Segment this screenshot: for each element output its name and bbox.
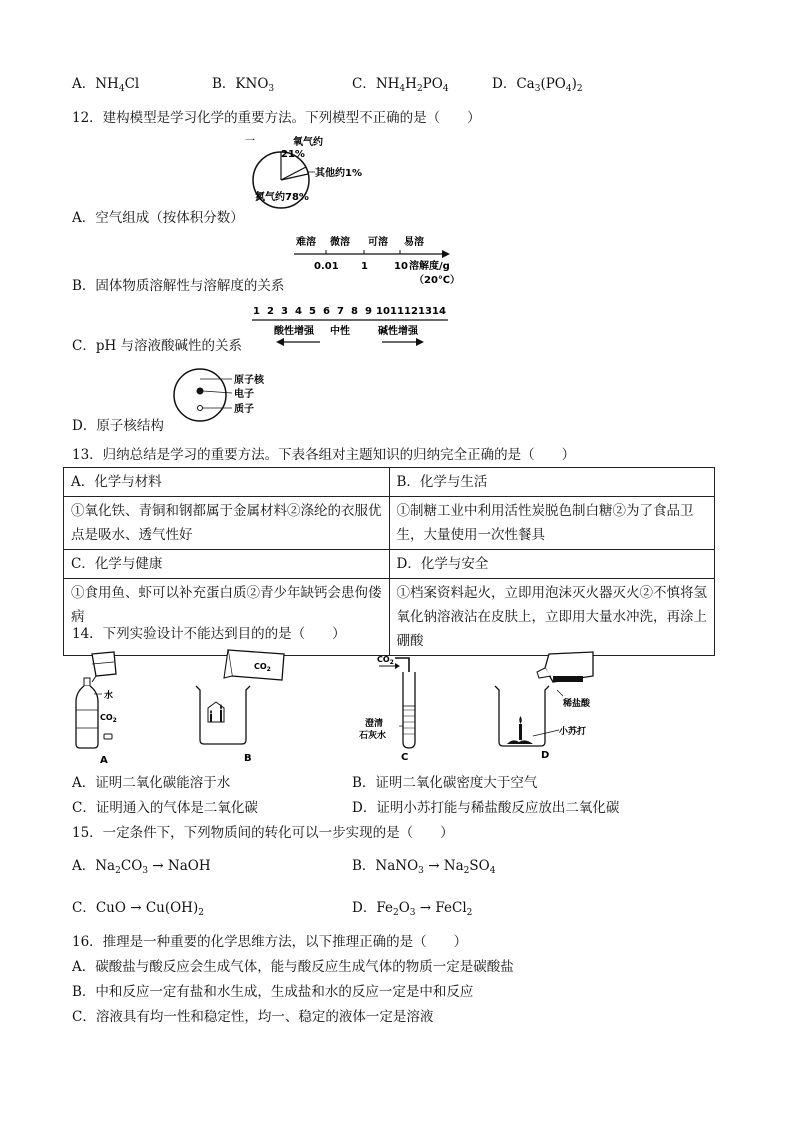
ph-number: 12	[404, 306, 418, 317]
q12-stem: 12．建构模型是学习化学的重要方法。下列模型不正确的是（ ）	[72, 110, 481, 126]
acid-bottle-label	[553, 676, 583, 682]
solubility-label-2: 可溶	[368, 237, 388, 248]
candle-low	[210, 714, 212, 722]
figure-b-label: B	[244, 753, 252, 764]
limewater-label-1: 澄清	[365, 719, 384, 729]
q12-option-b: B．固体物质溶解性与溶解度的关系	[72, 278, 285, 294]
solubility-tick-label: 1	[361, 261, 368, 272]
limewater-label-2: 石灰水	[359, 731, 387, 741]
subscript: 2	[416, 84, 423, 94]
subscript: 4	[399, 84, 406, 94]
subscript: 2	[463, 866, 470, 876]
ph-number: 1	[253, 306, 260, 317]
q11-option-c	[352, 72, 449, 94]
formula-text: B．NaNO	[352, 858, 419, 874]
ph-number: 3	[281, 306, 288, 317]
formula-text: C．NH	[352, 76, 400, 92]
figure-a-label: A	[100, 755, 108, 766]
co2-label: $CO_2$	[377, 655, 394, 666]
ph-number: 10	[376, 306, 390, 317]
formula-text: (PO	[540, 76, 566, 92]
q14-stem: 14．下列实验设计不能达到目的的是（ ）	[72, 626, 346, 642]
solubility-label-1: 微溶	[330, 237, 350, 248]
table-row	[64, 468, 715, 497]
gas-arrowhead	[395, 663, 400, 669]
candle	[519, 724, 522, 740]
table-cell: ①档案资料起火，立即用泡沫灭火器灭火②不慎将氢氧化钠溶液沾在皮肤上，立即用大量水冲洗，再涂上硼酸	[389, 579, 715, 656]
experiment-a-figure	[70, 648, 140, 766]
ph-base-arrowhead	[416, 338, 424, 346]
plastic-bottle	[76, 686, 98, 748]
figure-d-label: D	[541, 750, 550, 761]
table-cell: A．化学与材料	[64, 468, 390, 497]
q16-option-a: A．碳酸盐与酸反应会生成气体，能与酸反应生成气体的物质一定是碳酸盐	[72, 959, 514, 975]
ph-number: 7	[337, 306, 344, 317]
solubility-label-0: 难溶	[296, 237, 316, 248]
formula-text: A．Na	[72, 858, 116, 874]
table-cell: D．化学与安全	[389, 550, 715, 579]
ph-number: 4	[295, 306, 302, 317]
solubility-arrowhead	[442, 250, 450, 258]
table-cell: C．化学与健康	[64, 550, 390, 579]
q11-option-b	[212, 72, 274, 94]
ph-number: 5	[309, 306, 316, 317]
formula-text: B．KNO	[212, 76, 269, 92]
bottle-neck	[84, 678, 90, 686]
table-cell: B．化学与生活	[389, 468, 715, 497]
experiment-b-figure	[188, 644, 293, 766]
pie-nitrogen-label: 氮气约78%	[255, 192, 309, 203]
experiment-d-figure	[493, 646, 613, 766]
atom-structure-diagram	[168, 365, 283, 425]
pie-tick-text: 一	[245, 136, 255, 147]
q15-option-c	[72, 896, 204, 918]
formula-text: SO	[469, 858, 490, 874]
soda-label: 小苏打	[559, 727, 587, 737]
nucleus-dot	[197, 388, 204, 395]
electron-dot	[198, 406, 203, 411]
ph-scale-diagram	[250, 302, 455, 350]
subscript: 3	[534, 84, 541, 94]
atom-outline	[174, 369, 226, 421]
ph-number: 9	[365, 306, 372, 317]
formula-text: → NaOH	[148, 858, 211, 874]
solubility-unit-label: 溶解度/g	[409, 261, 450, 272]
solubility-tick-label: 10	[394, 261, 408, 272]
ph-acid-arrowhead	[276, 338, 284, 346]
ph-number: 8	[351, 306, 358, 317]
subscript: 2	[576, 84, 583, 94]
table-row	[64, 579, 715, 656]
atom-proton-label: 质子	[234, 404, 254, 415]
subscript: 3	[418, 866, 424, 876]
q11-option-a	[72, 72, 139, 94]
leader-line	[557, 690, 563, 696]
q14-option-d: D．证明小苏打能与稀盐酸反应放出二氧化碳	[352, 800, 620, 816]
q15-option-d	[352, 896, 472, 918]
subscript: 2	[115, 866, 121, 876]
formula-text: D．Fe	[352, 900, 393, 916]
q16-option-c: C．溶液具有均一性和稳定性，均一、稳定的液体一定是溶液	[72, 1009, 434, 1025]
q13-stem: 13．归纳总结是学习的重要方法。下表各组对主题知识的归纳完全正确的是（ ）	[72, 447, 576, 463]
ph-acid-label: 酸性增强	[274, 326, 314, 337]
formula-text: A．NH	[72, 76, 119, 92]
subscript: 3	[142, 866, 148, 876]
subscript: 2	[392, 908, 399, 918]
table-cell: ①食用鱼、虾可以补充蛋白质②青少年缺钙会患佝偻病	[64, 579, 390, 656]
q11-option-d	[492, 72, 583, 94]
acid-label: 稀盐酸	[563, 699, 591, 709]
q14-option-a: A．证明二氧化碳能溶于水	[72, 775, 231, 791]
subscript: 4	[442, 84, 449, 94]
ph-number: 6	[323, 306, 330, 317]
ph-neutral-label: 中性	[330, 326, 350, 337]
q14-option-c: C．证明通入的气体是二氧化碳	[72, 800, 258, 816]
air-composition-pie-chart	[245, 132, 370, 212]
solubility-scale-diagram	[292, 232, 487, 290]
solubility-label-3: 易溶	[404, 237, 424, 248]
q16-stem: 16．推理是一种重要的化学思维方法，以下推理正确的是（ ）	[72, 934, 468, 950]
pie-oxygen-pct: 21%	[281, 149, 305, 160]
formula-text: )	[571, 76, 577, 92]
table-row	[64, 497, 715, 550]
pour-stream	[92, 676, 96, 682]
formula-text: PO	[422, 76, 443, 92]
ph-number: 14	[432, 306, 446, 317]
co2-label: $CO_2$	[254, 662, 271, 673]
q12-option-d: D．原子核结构	[72, 418, 164, 434]
q14-option-b: B．证明二氧化碳密度大于空气	[352, 775, 538, 791]
table-cell: ①氧化铁、青铜和钢都属于金属材料②涤纶的衣服优点是吸水、透气性好	[64, 497, 390, 550]
solubility-tick-label: 0.01	[314, 261, 339, 272]
water-label: 水	[104, 691, 114, 701]
subscript: 4	[565, 84, 572, 94]
formula-text: C．CuO → Cu(OH)	[72, 900, 199, 916]
pie-other-label: 其他约1%	[315, 168, 362, 179]
figure-c-label: C	[401, 752, 409, 763]
subscript: 4	[118, 84, 125, 94]
co2-label: $CO_2$	[100, 713, 117, 724]
pie-oxygen-label: 氧气约	[293, 137, 323, 148]
q12-option-a: A．空气组成（按体积分数）	[72, 210, 244, 226]
atom-electron-label: 电子	[234, 389, 254, 400]
experiment-c-figure	[355, 650, 440, 766]
subscript: 2	[466, 908, 473, 918]
ph-number: 2	[267, 306, 274, 317]
bottle-cap	[104, 734, 112, 739]
q12-option-c: C．pH 与溶液酸碱性的关系	[72, 338, 243, 354]
formula-text: H	[405, 76, 417, 92]
solubility-temp-label: （20℃）	[414, 275, 461, 286]
q15-stem: 15．一定条件下，下列物质间的转化可以一步实现的是（ ）	[72, 825, 454, 841]
q16-option-b: B．中和反应一定有盐和水生成，生成盐和水的反应一定是中和反应	[72, 984, 474, 1000]
ph-number: 11	[390, 306, 404, 317]
subscript: 3	[268, 84, 275, 94]
q15-option-b	[352, 854, 495, 876]
table-row	[64, 550, 715, 579]
atom-nucleus-label: 原子核	[234, 375, 264, 386]
formula-text: → Na	[423, 858, 464, 874]
formula-text: D．Ca	[492, 76, 535, 92]
ph-number: 13	[418, 306, 432, 317]
subscript: 4	[489, 866, 496, 876]
table-cell: ①制糖工业中利用活性炭脱色制白糖②为了食品卫生，大量使用一次性餐具	[389, 497, 715, 550]
subscript: 3	[409, 908, 416, 918]
formula-text: → FeCl	[415, 900, 467, 916]
q15-option-a	[72, 854, 211, 876]
candle-high	[220, 710, 222, 722]
formula-text: CO	[120, 858, 143, 874]
ph-base-label: 碱性增强	[378, 326, 418, 337]
formula-text: O	[398, 900, 410, 916]
subscript: 2	[198, 908, 204, 918]
formula-text: Cl	[124, 76, 140, 92]
